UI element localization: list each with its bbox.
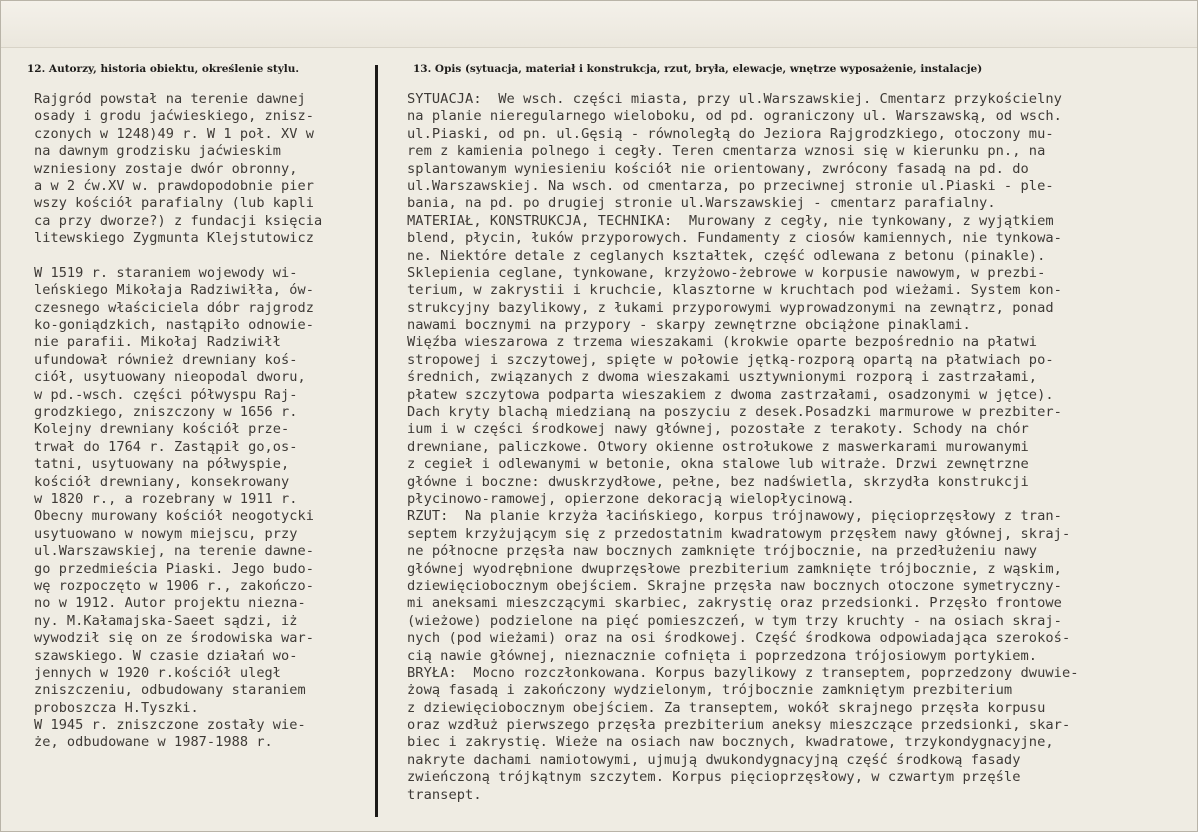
text-line: z cegieł i odlewanymi w betonie, okna stalowe lub witraże. Drzwi zewnętrzne xyxy=(407,456,1029,473)
text-line: rem z kamienia polnego i cegły. Teren cmentarza wznosi się w kierunku pn., na xyxy=(407,143,1046,160)
text-line: wywodził się on ze środowiska war- xyxy=(34,630,314,647)
text-line: wę rozpoczęto w 1906 r., zakończo- xyxy=(34,577,314,594)
text-line: w 1820 r., a rozebrany w 1911 r. xyxy=(34,490,298,507)
text-line: septem krzyżującym się z przedostatnim kwadratowym przęsłem nawy głównej, skraj- xyxy=(407,525,1071,542)
text-line: Kolejny drewniany kościół prze- xyxy=(34,421,290,438)
text-line: RZUT: Na planie krzyża łacińskiego, korpus trójnawowy, pięcioprzęsłowy z tran- xyxy=(407,508,1062,525)
text-line: trwał do 1764 r. Zastąpił go,os- xyxy=(34,438,298,455)
text-line: główne i boczne: dwuskrzydłowe, pełne, bez nadświetla, skrzydła konstrukcji xyxy=(407,473,1029,490)
text-line: wzniesiony zostaje dwór obronny, xyxy=(34,160,298,177)
text-line: zwieńczoną trójkątnym szczytem. Korpus pięcioprzęsłowy, w czwartym przęśle xyxy=(407,769,1021,786)
text-line: Obecny murowany kościół neogotycki xyxy=(34,508,314,525)
text-line: nawami bocznymi na przypory - skarpy zewnętrzne obciążone pinaklami. xyxy=(407,317,971,334)
text-line: średnich, związanych z dwoma wieszakami usztywnionymi rozporą i zastrzałami, xyxy=(407,369,1038,386)
text-line: BRYŁA: Mocno rozczłonkowana. Korpus bazylikowy z transeptem, poprzedzony dwuwie- xyxy=(407,664,1079,681)
text-line: w pd.-wsch. części półwyspu Raj- xyxy=(34,386,298,403)
text-line: wszy kościół parafialny (lub kapli xyxy=(34,195,314,212)
text-line: no w 1912. Autor projektu niezna- xyxy=(34,595,306,612)
text-line: splantowanym wyniesieniu kościół nie orientowany, zwrócony fasadą na pd. do xyxy=(407,160,1029,177)
text-line: osady i grodu jaćwieskiego, znisz- xyxy=(34,108,314,125)
text-line: ciół, usytuowany nieopodal dworu, xyxy=(34,369,306,386)
text-line: blend, płycin, łuków przyporowych. Fundamenty z ciosów kamiennych, nie tynkowa- xyxy=(407,230,1062,247)
text-line: stropowej i szczytowej, spięte w połowie jętką-rozporą opartą na płatwiach po- xyxy=(407,351,1054,368)
text-line: czesnego właściciela dóbr rajgrodz xyxy=(34,299,314,316)
text-line: Więźba wieszarowa z trzema wieszakami (krokwie oparte bezpośrednio na płatwi xyxy=(407,334,1038,351)
text-line: usytuowano w nowym miejscu, przy xyxy=(34,525,298,542)
text-line: jennych w 1920 r.kościół uległ xyxy=(34,664,282,681)
text-line xyxy=(34,248,369,265)
text-line: oraz wzdłuż pierwszego przęsła prezbiterium aneksy mieszczące przedsionki, skar- xyxy=(407,717,1071,734)
text-line: litewskiego Zygmunta Klejstutowicz xyxy=(34,230,314,247)
text-line: ul.Warszawskiej. Na wsch. od cmentarza, po przeciwnej stronie ul.Piaski - ple- xyxy=(407,177,1054,194)
section-13-heading: 13. Opis (sytuacja, materiał i konstrukcja, rzut, bryła, elewacje, wnętrze wyposażenie, instalacje) xyxy=(413,63,983,75)
text-line: ko-goniądzkich, nastąpiło odnowie- xyxy=(34,317,314,334)
text-line: strukcyjny bazylikowy, z łukami przyporowymi wyprowadzonymi na zewnątrz, ponad xyxy=(407,299,1054,316)
history-text-column xyxy=(34,91,369,752)
text-line: go przedmieścia Piaski. Jego budo- xyxy=(34,560,314,577)
text-line: nie parafii. Mikołaj Radziwiłł xyxy=(34,334,282,351)
text-line: ul.Piaski, od pn. ul.Gęsią - równoległą do Jeziora Rajgrodzkiego, otoczony mu- xyxy=(407,125,1054,142)
text-line: tatni, usytuowany na półwyspie, xyxy=(34,456,290,473)
text-line: ium i w części środkowej nawy głównej, pozostałe z terakoty. Schody na chór xyxy=(407,421,1029,438)
text-line: nakryte dachami namiotowymi, ujmują dwukondygnacyjną część środkową fasady xyxy=(407,751,1021,768)
text-line: na dawnym grodzisku jaćwieskim xyxy=(34,143,282,160)
text-line: Sklepienia ceglane, tynkowane, krzyżowo-żebrowe w korpusie nawowym, w prezbi- xyxy=(407,264,1046,281)
text-line: ne północne przęsła naw bocznych zamknięte trójbocznie, na przedłużeniu nawy xyxy=(407,543,1038,560)
text-line: a w 2 ćw.XV w. prawdopodobnie pier xyxy=(34,177,314,194)
text-line: drewniane, paliczkowe. Otwory okienne ostrołukowe z maswerkarami murowanymi xyxy=(407,438,1029,455)
text-line: ny. M.Kałamajska-Saeet sądzi, iż xyxy=(34,612,298,629)
text-line: ca przy dworze?) z fundacji księcia xyxy=(34,212,323,229)
description-text-column xyxy=(407,91,1195,804)
text-line: biec i zakrystię. Wieże na osiach naw bocznych, kwadratowe, trzykondygnacyjne, xyxy=(407,734,1054,751)
text-line: MATERIAŁ, KONSTRUKCJA, TECHNIKA: Murowany z cegły, nie tynkowany, z wyjątkiem xyxy=(407,212,1054,229)
text-line: transept. xyxy=(407,786,482,803)
text-line: kościół drewniany, konsekrowany xyxy=(34,473,290,490)
text-line: mi aneksami mieszczącymi skarbiec, zakrystię oraz przedsionki. Przęsło frontowe xyxy=(407,595,1062,612)
text-line: zniszczeniu, odbudowany staraniem xyxy=(34,682,306,699)
text-line: płatew szczytowa podparta wieszakiem z dwoma zastrzałami, osadzonymi w jętce). xyxy=(407,386,1054,403)
text-line: leńskiego Mikołaja Radziwiłła, ów- xyxy=(34,282,314,299)
text-line: SYTUACJA: We wsch. części miasta, przy ul.Warszawskiej. Cmentarz przykościelny xyxy=(407,91,1062,107)
text-line: z dziewięciobocznym obejściem. Za transeptem, wokół skrajnego przęsła korpusu xyxy=(407,699,1046,716)
column-divider xyxy=(375,65,378,817)
text-line: cią nawie głównej, nieznacznie cofnięta i poprzedzona trójosiowym portykiem. xyxy=(407,647,1038,664)
text-line: nych (pod wieżami) oraz na osi środkowej. Część środkowa odpowiadająca szerokoś- xyxy=(407,630,1071,647)
text-line: proboszcza H.Tyszki. xyxy=(34,699,199,716)
text-line: ufundował również drewniany koś- xyxy=(34,351,298,368)
text-line: grodzkiego, zniszczony w 1656 r. xyxy=(34,404,298,421)
page-top-margin xyxy=(1,1,1197,48)
text-line: Rajgród powstał na terenie dawnej xyxy=(34,91,306,107)
section-12-heading: 12. Autorzy, historia obiektu, określenie stylu. xyxy=(27,63,300,75)
text-line: że, odbudowane w 1987-1988 r. xyxy=(34,734,273,751)
text-line: W 1945 r. zniszczone zostały wie- xyxy=(34,717,306,734)
text-line: szawskiego. W czasie działań wo- xyxy=(34,647,298,664)
text-line: na planie nieregularnego wieloboku, od pd. ograniczony ul. Warszawską, od wsch. xyxy=(407,108,1062,125)
text-line: głównej wyodrębnione dwuprzęsłowe prezbiterium zamknięte trójbocznie, z wąskim, xyxy=(407,560,1062,577)
text-line: płycinowo-ramowej, opierzone dekoracją wielopłycinową. xyxy=(407,490,855,507)
text-line: Dach kryty blachą miedzianą na poszyciu z desek.Posadzki marmurowe w prezbiter- xyxy=(407,404,1062,421)
text-line: (wieżowe) podzielone na pięć pomieszczeń, w tym trzy kruchty - na osiach skraj- xyxy=(407,612,1062,629)
text-line: bania, na pd. po drugiej stronie ul.Warszawskiej - cmentarz parafialny. xyxy=(407,195,996,212)
text-line: ne. Niektóre detale z ceglanych kształtek, część odlewana z betonu (pinakle). xyxy=(407,247,1046,264)
text-line: W 1519 r. staraniem wojewody wi- xyxy=(34,264,298,281)
text-line: terium, w zakrystii i kruchcie, klasztorne w kruchtach pod wieżami. System kon- xyxy=(407,282,1062,299)
text-line: czonych w 1248)49 r. W 1 poł. XV w xyxy=(34,125,314,142)
text-line: żową fasadą i zakończony wydzielonym, trójbocznie zamkniętym prezbiterium xyxy=(407,682,1013,699)
text-line: ul.Warszawskiej, na terenie dawne- xyxy=(34,543,314,560)
text-line: dziewięciobocznym obejściem. Skrajne przęsła naw bocznych otoczone symetryczny- xyxy=(407,577,1062,594)
